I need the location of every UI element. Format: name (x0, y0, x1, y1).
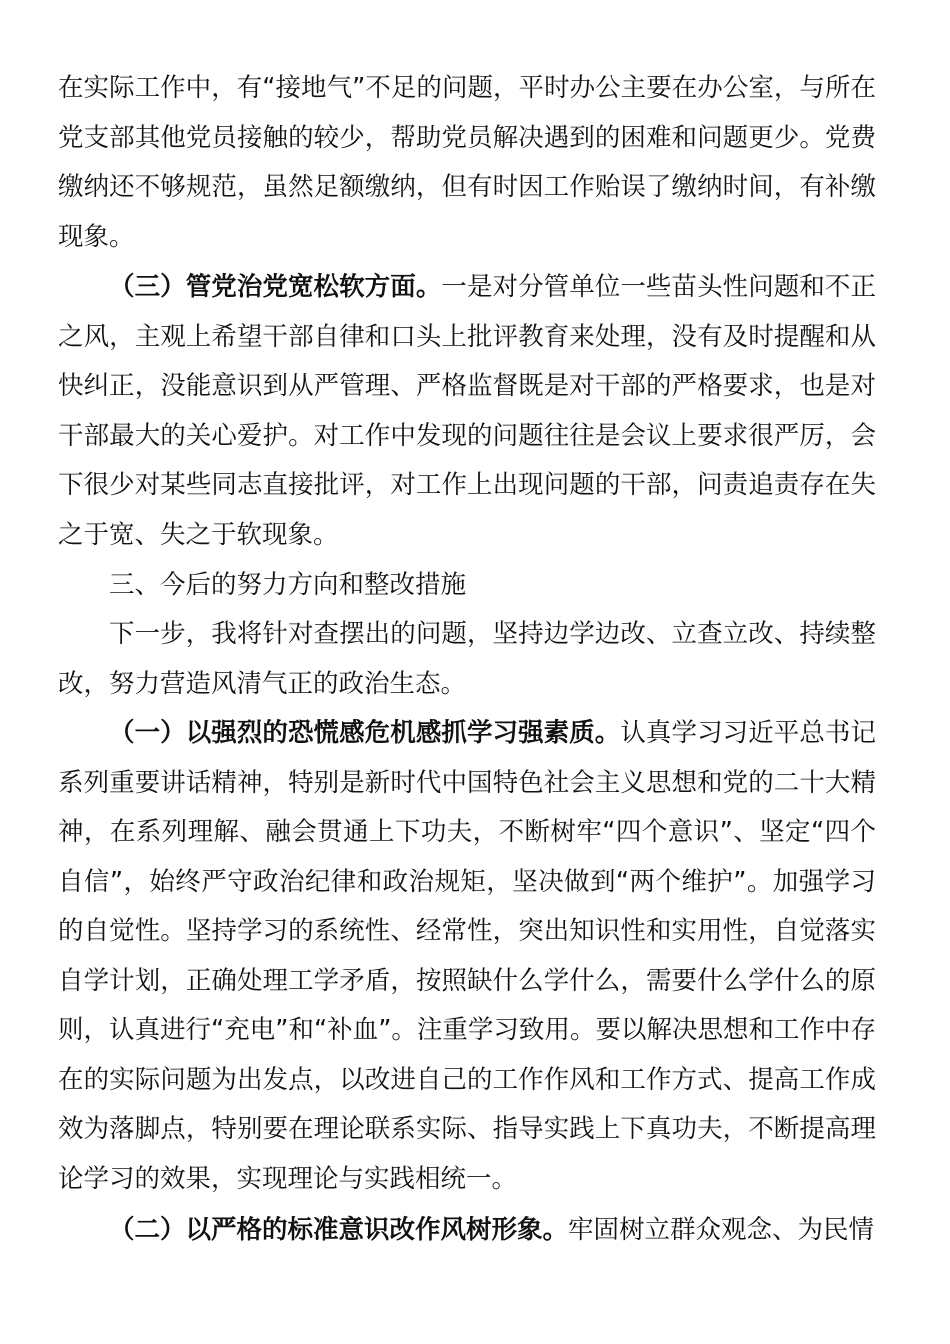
paragraph-party-contact (58, 64, 876, 262)
paragraph-work-style (58, 1206, 876, 1256)
paragraph-text: 牢固树立群众观念、为民情 (568, 1215, 875, 1245)
paragraph-text: 下一步，我将针对查摆出的问题，坚持边学边改、立查立改、持续整改，努力营造风清气正的政治生态。 (58, 619, 876, 699)
paragraph-study-quality (58, 709, 876, 1204)
paragraph-text: 在实际工作中，有“接地气”不足的问题，平时办公主要在办公室，与所在党支部其他党员接触的较少，帮助党员解决遇到的困难和问题更少。党费缴纳还不够规范，虽然足额缴纳，但有时因工作贻误了缴纳时间，有补缴现象。 (58, 73, 876, 252)
section-title-text: 三、今后的努力方向和整改措施 (109, 570, 467, 600)
section-heading-three: （三）管党治党宽松软方面。 (109, 272, 442, 302)
section-heading-one: （一）以强烈的恐慌感危机感抓学习强素质。 (109, 718, 621, 748)
paragraph-text: 认真学习习近平总书记系列重要讲话精神，特别是新时代中国特色社会主义思想和党的二十大精神，在系列理解、融会贯通上下功夫，不断树牢“四个意识”、坚定“四个自信”，始终严守政治纪律和政治规矩，坚决做到“两个维护”。加强学习的自觉性。坚持学习的系统性、经常性，突出知识性和实用性，自觉落实自学计划，正确处理工学矛盾，按照缺什么学什么，需要什么学什么的原则，认真进行“充电”和“补血”。注重学习致用。要以解决思想和工作中存在的实际问题为出发点，以改进自己的工作作风和工作方式、提高工作成效为落脚点，特别要在理论联系实际、指导实践上下真功夫，不断提高理论学习的效果，实现理论与实践相统一。 (58, 718, 876, 1194)
paragraph-discipline-laxity (58, 263, 876, 560)
paragraph-next-steps (58, 610, 876, 709)
section-heading-two: （二）以严格的标准意识改作风树形象。 (109, 1215, 569, 1245)
paragraph-text: 一是对分管单位一些苗头性问题和不正之风，主观上希望干部自律和口头上批评教育来处理，没有及时提醒和从快纠正，没能意识到从严管理、严格监督既是对干部的严格要求，也是对干部最大的关心爱护。对工作中发现的问题往往是会议上要求很严厉，会下很少对某些同志直接批评，对工作上出现问题的干部，问责追责存在失之于宽、失之于软现象。 (58, 272, 876, 550)
section-title-rectification (58, 561, 876, 611)
